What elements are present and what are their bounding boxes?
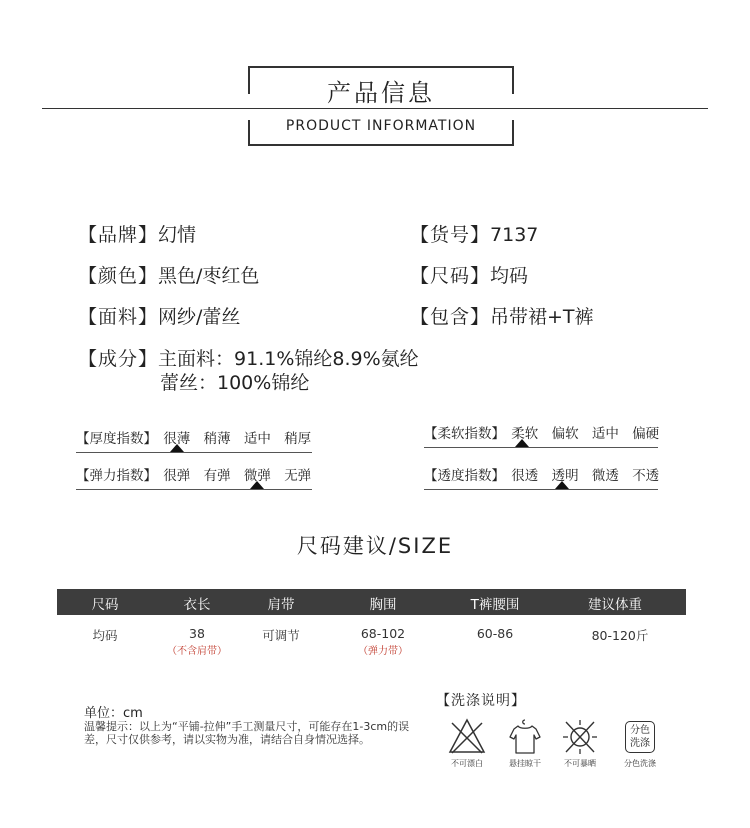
size-header-strap: 肩带 bbox=[267, 597, 295, 613]
size-section-title: 尺码建议/SIZE bbox=[296, 534, 454, 558]
separate-wash-badge: 分色洗涤 bbox=[625, 721, 655, 753]
wash-label: 分色洗涤 bbox=[624, 759, 656, 768]
index-transparency-option: 微透 bbox=[591, 468, 619, 484]
info-composition-key: 【成分】 bbox=[78, 348, 159, 370]
wash-label: 不可暴晒 bbox=[564, 759, 596, 768]
index-elasticity-option: 很弹 bbox=[163, 468, 191, 484]
page-subtitle: PRODUCT INFORMATION bbox=[285, 118, 477, 134]
index-thickness-marker bbox=[170, 444, 184, 452]
size-header-length: 衣长 bbox=[183, 597, 211, 613]
size-header-waist: T裤腰围 bbox=[470, 597, 520, 613]
size-cell: 60-86 bbox=[476, 626, 514, 641]
index-softness-option: 柔软 bbox=[511, 426, 539, 442]
info-item-no-value: 7137 bbox=[490, 224, 539, 246]
header-divider bbox=[42, 108, 708, 109]
size-cell: 68-102 bbox=[360, 626, 406, 641]
washing-title: 【洗涤说明】 bbox=[436, 693, 526, 709]
no-sun-dry-icon bbox=[555, 717, 605, 757]
index-softness bbox=[424, 422, 659, 442]
index-elasticity-label: 【弹力指数】 bbox=[76, 468, 157, 484]
index-softness-option: 偏软 bbox=[551, 426, 579, 442]
index-thickness-option: 稍厚 bbox=[284, 431, 312, 447]
index-elasticity-marker bbox=[250, 481, 264, 489]
info-includes-key: 【包含】 bbox=[410, 306, 491, 328]
measurement-tip: 温馨提示：以上为“平铺-拉伸”手工测量尺寸，可能存在1-3cm的误差，尺寸仅供参考，请以实物为准，请结合自身情况选择。 bbox=[84, 720, 410, 746]
info-size bbox=[410, 261, 528, 288]
index-thickness-label: 【厚度指数】 bbox=[76, 431, 157, 447]
info-color-value: 黑色/枣红色 bbox=[158, 265, 260, 287]
info-brand-value: 幻情 bbox=[158, 224, 197, 246]
info-brand-key: 【品牌】 bbox=[78, 224, 159, 246]
info-item-no-key: 【货号】 bbox=[410, 224, 491, 246]
index-transparency-option: 很透 bbox=[511, 468, 539, 484]
no-bleach-icon bbox=[442, 717, 492, 757]
index-softness-option: 适中 bbox=[591, 426, 619, 442]
size-cell: 80-120斤 bbox=[591, 628, 649, 643]
wash-label: 不可漂白 bbox=[451, 759, 483, 768]
info-color bbox=[78, 261, 259, 288]
wash-label: 悬挂晾干 bbox=[509, 759, 541, 768]
info-fabric-key: 【面料】 bbox=[78, 306, 159, 328]
info-fabric-value: 网纱/蕾丝 bbox=[158, 306, 241, 328]
index-elasticity-option: 微弹 bbox=[243, 468, 271, 484]
index-transparency-option: 透明 bbox=[551, 468, 579, 484]
size-cell: 38 bbox=[189, 626, 205, 641]
size-note-length: （不含肩带） bbox=[167, 646, 227, 657]
separate-wash-icon bbox=[615, 717, 665, 757]
index-softness-scale bbox=[424, 447, 658, 448]
size-cell: 均码 bbox=[92, 628, 118, 643]
info-brand bbox=[78, 220, 196, 247]
info-size-key: 【尺码】 bbox=[410, 265, 491, 287]
index-thickness-scale bbox=[76, 452, 312, 453]
index-elasticity-scale bbox=[76, 489, 312, 490]
index-elasticity-option: 无弹 bbox=[284, 468, 312, 484]
size-header-bust: 胸围 bbox=[369, 597, 397, 613]
size-header-weight: 建议体重 bbox=[588, 597, 642, 613]
index-thickness-option: 很薄 bbox=[163, 431, 191, 447]
info-size-value: 均码 bbox=[490, 265, 529, 287]
index-elasticity bbox=[76, 464, 311, 484]
index-softness-label: 【柔软指数】 bbox=[424, 426, 505, 442]
index-thickness bbox=[76, 427, 311, 447]
index-transparency-scale bbox=[424, 489, 658, 490]
info-fabric bbox=[78, 302, 240, 329]
index-transparency bbox=[424, 464, 659, 484]
info-composition-line2: 蕾丝：100%锦纶 bbox=[160, 372, 310, 394]
index-elasticity-option: 有弹 bbox=[203, 468, 231, 484]
index-thickness-option: 稍薄 bbox=[203, 431, 231, 447]
info-composition bbox=[78, 344, 419, 371]
index-softness-marker bbox=[515, 439, 529, 447]
index-transparency-label: 【透度指数】 bbox=[424, 468, 505, 484]
size-note-bust: （弹力带） bbox=[358, 646, 408, 657]
info-includes bbox=[410, 302, 594, 329]
hang-dry-icon bbox=[500, 717, 550, 757]
index-transparency-marker bbox=[555, 481, 569, 489]
unit-label: 单位：cm bbox=[84, 706, 143, 721]
index-softness-option: 偏硬 bbox=[632, 426, 660, 442]
index-transparency-option: 不透 bbox=[632, 468, 660, 484]
size-header-size: 尺码 bbox=[91, 597, 119, 613]
size-cell: 可调节 bbox=[262, 628, 300, 643]
info-color-key: 【颜色】 bbox=[78, 265, 159, 287]
page-title: 产品信息 bbox=[327, 79, 435, 107]
info-includes-value: 吊带裙+T裤 bbox=[490, 306, 594, 328]
info-item-no bbox=[410, 220, 538, 247]
index-thickness-option: 适中 bbox=[243, 431, 271, 447]
info-composition-line1: 主面料：91.1%锦纶8.9%氨纶 bbox=[158, 348, 419, 370]
